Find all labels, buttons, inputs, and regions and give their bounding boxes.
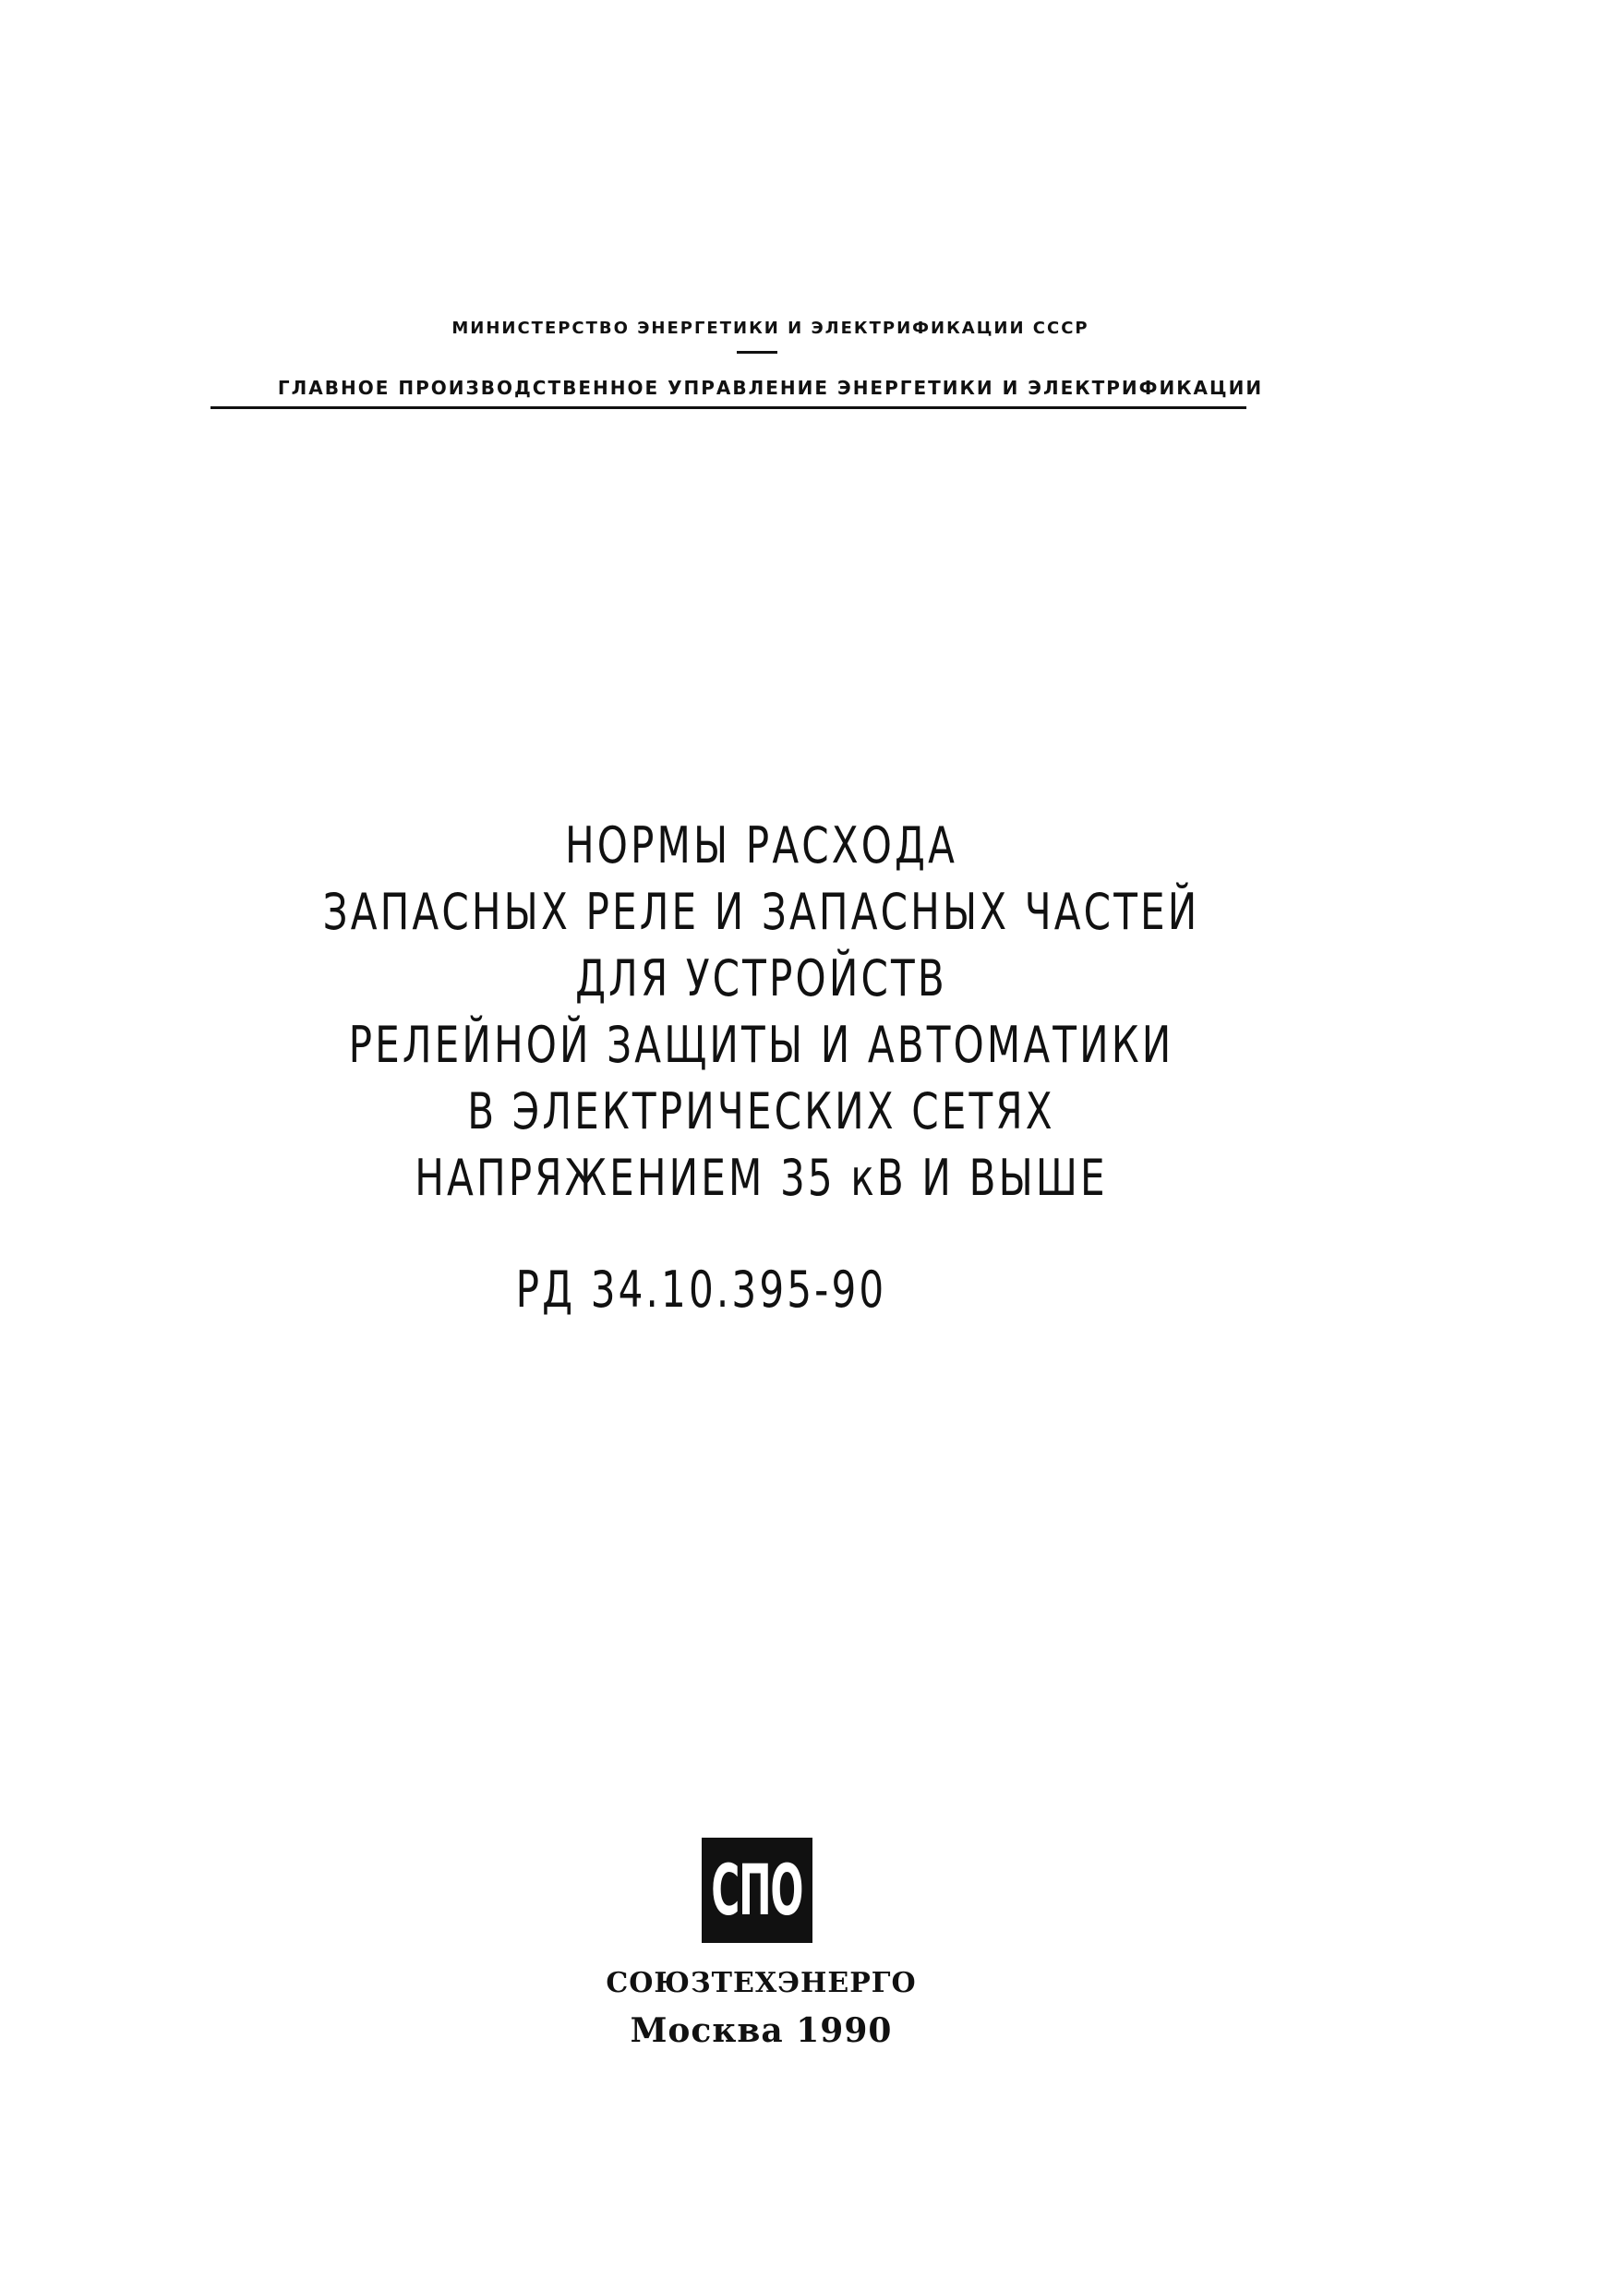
publication-place-year: Москва 1990 [630,2011,893,2050]
title-line-3: ДЛЯ УСТРОЙСТВ [575,949,947,1007]
directorate-heading: ГЛАВНОЕ ПРОИЗВОДСТВЕННОЕ УПРАВЛЕНИЕ ЭНЕРГЕТИКИ И ЭЛЕКТРИФИКАЦИИ [277,377,1264,399]
publisher-logo [702,1838,812,1943]
title-line-2: ЗАПАСНЫХ РЕЛЕ И ЗАПАСНЫХ ЧАСТЕЙ [322,883,1200,941]
publisher-name: СОЮЗТЕХЭНЕРГО [606,1967,917,1999]
title-line-1: НОРМЫ РАСХОДА [564,816,958,875]
document-title [127,813,1394,1212]
publisher-logo-text: СПО [711,1849,803,1931]
ministry-heading: МИНИСТЕРСТВО ЭНЕРГЕТИКИ И ЭЛЕКТРИФИКАЦИИ СССР [451,319,1089,338]
directorate-rule [211,406,1246,409]
ministry-separator [737,351,777,354]
document-code: РД 34.10.395-90 [515,1261,887,1319]
title-line-4: РЕЛЕЙНОЙ ЗАЩИТЫ И АВТОМАТИКИ [348,1016,1174,1074]
title-line-6: НАПРЯЖЕНИЕМ 35 кВ И ВЫШЕ [415,1149,1108,1207]
title-line-5: В ЭЛЕКТРИЧЕСКИХ СЕТЯХ [467,1082,1055,1140]
